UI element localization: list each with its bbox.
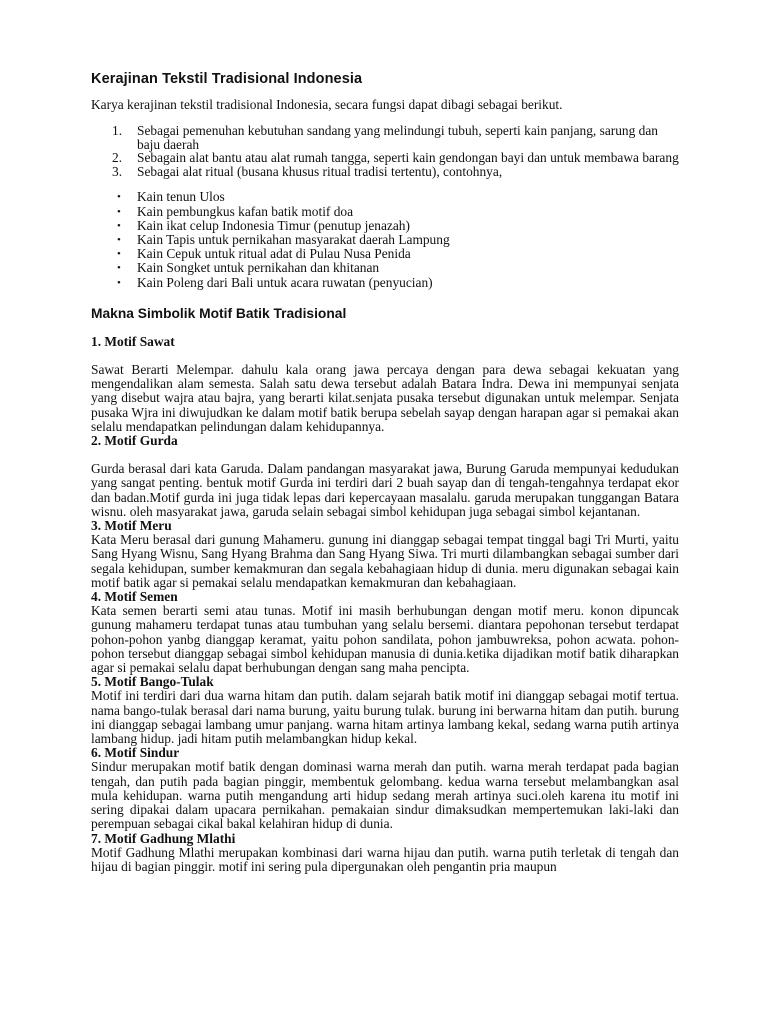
motif-paragraph: Motif ini terdiri dari dua warna hitam dan putih. dalam sejarah batik motif ini dianggap sebagai motif tertua. nama bango-tulak berasal dari nama burung, yaitu burung tulak. burung ini berwarna hitam dan putih. burung ini dianggap sebagai lambang umur panjang. warna hitam artinya lambang kekal, sedang warna putih artinya lambang hidup. jadi hitam putih melambangkan hidup kekal.: [91, 688, 679, 747]
list-item-text: Kain Songket untuk pernikahan dan khitanan: [137, 260, 380, 276]
motif-paragraph: Gurda berasal dari kata Garuda. Dalam pandangan masyarakat jawa, Burung Garuda mempunyai kedudukan yang sangat penting. bentuk motif Gurda ini terdiri dari 2 buah sayap dan di tengah-tengahnya terdapat ekor dan badan.Motif gurda ini juga tidak lepas dari kepercayaan masalalu. garuda merupakan tunggangan Batara wisnu. oleh masyarakat jawa, garuda selain sebagai simbol kehidupan juga sebagai simbol kejantanan.: [91, 461, 679, 519]
motif-paragraph: Motif Gadhung Mlathi merupakan kombinasi dari warna hijau dan putih. warna putih terletak di tengah dan hijau di bagian pinggir. motif ini sering pula dipergunakan oleh pengantin pria maupun: [91, 844, 679, 874]
bullet-icon: •: [117, 248, 121, 261]
motif-section-sawat: [91, 335, 679, 434]
list-item-text: Kain Cepuk untuk ritual adat di Pulau Nusa Penida: [137, 246, 411, 262]
motif-title: 7. Motif Gadhung Mlathi: [91, 830, 236, 846]
motif-paragraph: Sindur merupakan motif batik dengan dominasi warna merah dan putih. warna merah terdapat pada bagian tengah, dan putih pada bagian pinggir, membentuk gelombang. kedua warna tersebut melambangkan asal mula kehidupan. warna putih mengandung arti hidup sedang merah artinya suci.oleh karena itu motif ini sering dipakai dalam upacara pernikahan. pemakaian sindur dimaksudkan mempertemukan laki-laki dan perempuan sebagai cikal bakal kelahiran hidup di dunia.: [91, 759, 679, 832]
list-item-text: Kain pembungkus kafan batik motif doa: [137, 203, 354, 219]
bullet-icon: •: [117, 276, 121, 289]
motif-section-meru: [91, 519, 679, 590]
motif-paragraph: Kata Meru berasal dari gunung Mahameru. gunung ini dianggap sebagai tempat tinggal bagi Tri Murti, yaitu Sang Hyang Wisnu, Sang Hyang Brahma dan Sang Hyang Siwa. Tri murti dilambangkan sebagai sumber dari segala kehidupan, sumber kemakmuran dan segala kebahagiaan hidup di dunia. meru digunakan sebagai kain motif batik agar si pemakai selalu mendapatkan kemakmuran dan kebahagiaan.: [91, 532, 679, 590]
example-item: [91, 219, 679, 233]
motif-paragraph: Sawat Berarti Melempar. dahulu kala orang jawa percaya dengan para dewa sebagai kekuatan yang mengendalikan alam semesta. Salah satu dewa tersebut adalah Batara Indra. Dewa ini mempunyai senjata yang disebut wajra atau bajra, yang berarti kilat.senjata pusaka tersebut digunakan untuk melempar. Senjata pusaka Wjra ini diwujudkan ke dalam motif batik berupa sebelah sayap dengan harapan agar si pemakai akan selalu mendapatkan pelindungan dalam kehidupannya.: [91, 362, 679, 434]
list-number: 2.: [112, 150, 123, 166]
example-item: [91, 190, 679, 204]
motif-section-sindur: [91, 746, 679, 831]
motif-section-gurda: [91, 434, 679, 519]
list-item-text: Kain ikat celup Indonesia Timur (penutup jenazah): [137, 217, 410, 233]
function-list: [91, 124, 679, 178]
bullet-icon: •: [117, 219, 121, 232]
list-item-text: Sebagain alat bantu atau alat rumah tangga, seperti kain gendongan bayi dan untuk membawa barang: [137, 150, 679, 166]
motif-section-bango-tulak: [91, 675, 679, 746]
example-item: [91, 205, 679, 219]
document-title: Kerajinan Tekstil Tradisional Indonesia: [91, 71, 363, 87]
function-item: [91, 165, 679, 179]
motif-section-semen: [91, 590, 679, 675]
section-heading: Makna Simbolik Motif Batik Tradisional: [91, 305, 347, 321]
function-item: [91, 151, 679, 165]
document-page: [91, 71, 679, 874]
list-item-text: Sebagai pemenuhan kebutuhan sandang yang melindungi tubuh, seperti kain panjang, sarung dan baju daerah: [137, 123, 658, 152]
list-item-text: Sebagai alat ritual (busana khusus ritual tradisi tertentu), contohnya,: [137, 163, 503, 179]
motif-title: 4. Motif Semen: [91, 589, 178, 605]
example-item: [91, 247, 679, 261]
bullet-icon: •: [117, 233, 121, 246]
example-item: [91, 233, 679, 247]
example-item: [91, 261, 679, 275]
motif-title: 3. Motif Meru: [91, 518, 172, 534]
list-item-text: Kain Tapis untuk pernikahan masyarakat daerah Lampung: [137, 231, 450, 247]
list-number: 3.: [112, 163, 123, 179]
motif-section-gadhung-mlathi: [91, 832, 679, 875]
example-list: [91, 190, 679, 289]
intro-paragraph: Karya kerajinan tekstil tradisional Indonesia, secara fungsi dapat dibagi sebagai berikut.: [91, 97, 563, 112]
list-item-text: Kain tenun Ulos: [137, 189, 225, 205]
motif-title: 2. Motif Gurda: [91, 433, 178, 449]
bullet-icon: •: [117, 205, 121, 218]
motif-title: 1. Motif Sawat: [91, 333, 175, 349]
motif-title: 6. Motif Sindur: [91, 745, 180, 761]
bullet-icon: •: [117, 191, 121, 204]
list-item-text: Kain Poleng dari Bali untuk acara ruwatan (penyucian): [137, 274, 433, 290]
motif-paragraph: Kata semen berarti semi atau tunas. Motif ini masih berhubungan dengan motif meru. konon dipuncak gunung mahameru terdapat tunas atau tumbuhan yang selalu bersemi. diantara pepohonan tersebut terdapat pohon-pohon yanbg dianggap keramat, yaitu pohon sandilata, pohon jambuwreksa, pohon acwata. pohon-pohon tersebut dianggap sebagai simbol kehidupan manusia di dunia.ketika dijadikan motif batik diharapkan agar si pemakai selalu dapat berhubungan dengan sang maha pencipta.: [91, 603, 679, 676]
bullet-icon: •: [117, 262, 121, 275]
motif-title: 5. Motif Bango-Tulak: [91, 674, 214, 690]
list-number: 1.: [112, 123, 123, 138]
example-item: [91, 276, 679, 290]
function-item: [91, 124, 679, 151]
